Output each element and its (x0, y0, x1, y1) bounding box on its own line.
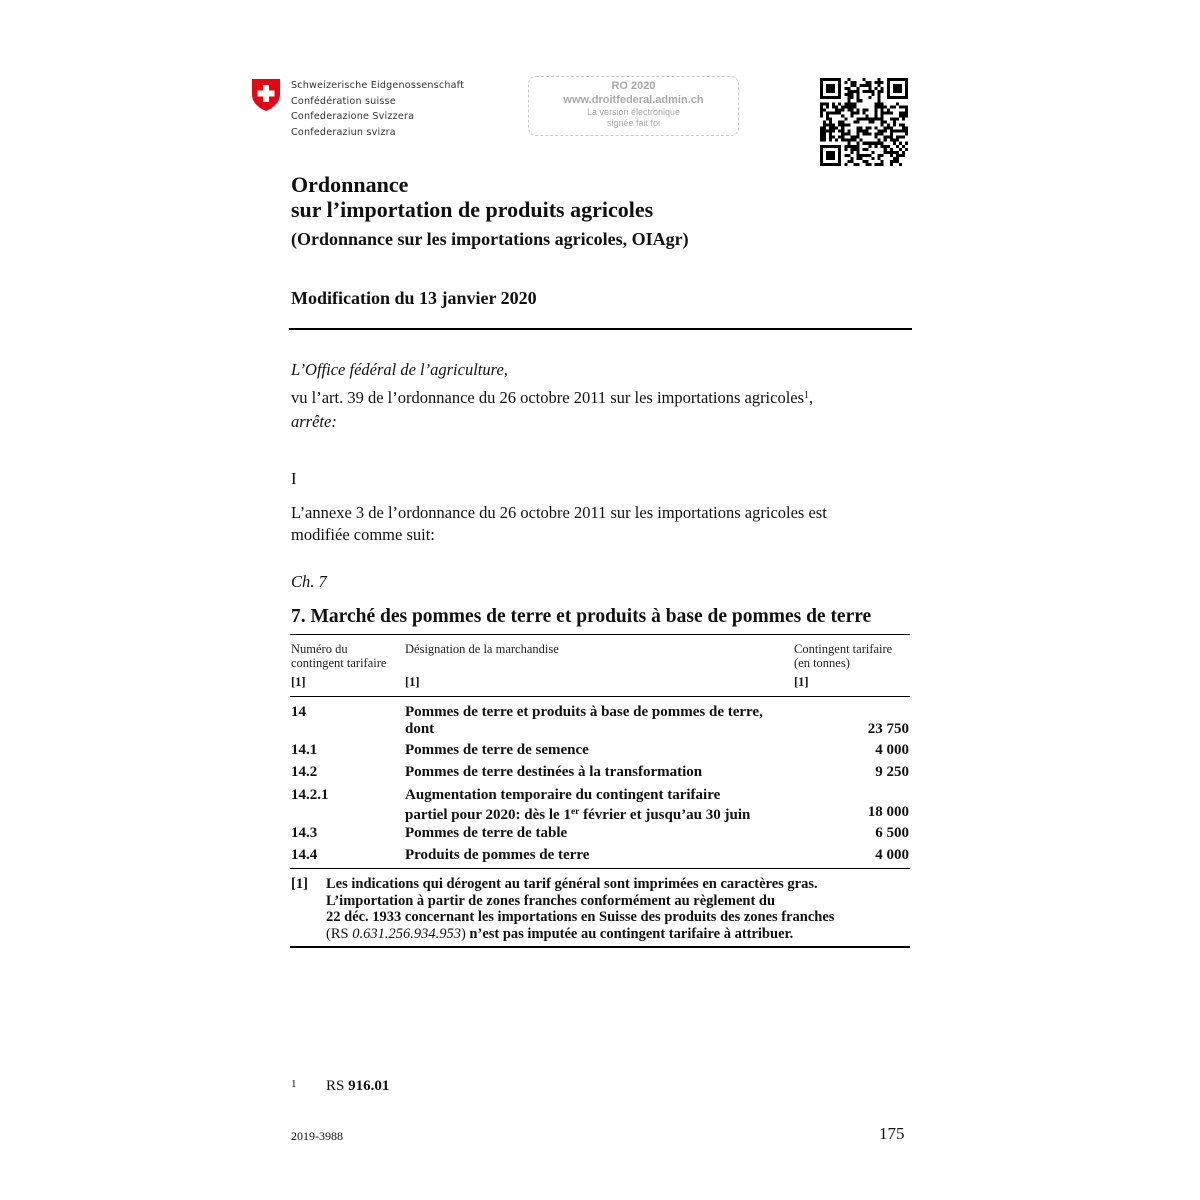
title-ordonnance: Ordonnance (291, 172, 409, 197)
confederation-name-fr: Confédération suisse (291, 95, 396, 107)
qr-code-icon (820, 78, 908, 166)
row-number: 14.4 (291, 847, 318, 863)
row-designation: Produits de pommes de terre (405, 847, 590, 863)
table-row (291, 704, 909, 738)
header-col-number (291, 642, 386, 670)
amendment-paragraph (291, 502, 909, 546)
footnote-ref-1[interactable]: 1 (804, 390, 810, 401)
row-designation (405, 704, 805, 737)
page-number: 175 (879, 1124, 905, 1143)
header-col-designation: Désignation de la marchandise (405, 642, 559, 656)
row-quota: 23 750 (867, 720, 909, 737)
row-designation-line2-a: partiel pour 2020: dès le 1 (405, 806, 571, 823)
legal-basis-text: vu l’art. 39 de l’ordonnance du 26 octobre 2011 sur les importations agricoles (291, 388, 805, 407)
note-rs-close: ) (460, 925, 466, 942)
legal-basis-end: , (809, 388, 814, 407)
footnote-prefix: RS (326, 1078, 349, 1094)
header-col-quota-line2: (en tonnes) (794, 656, 850, 670)
row-designation: Pommes de terre de semence (405, 742, 589, 758)
section-number: I (291, 469, 297, 488)
note-rs-prefix: (RS (326, 925, 353, 942)
header-ref-quota: [1] (794, 675, 809, 689)
row-quota: 18 000 (867, 803, 909, 820)
electronic-version-stamp (528, 76, 739, 136)
paragraph-line-2: modifiée comme suit: (291, 525, 435, 544)
row-designation (405, 787, 805, 823)
table-header-rule (290, 696, 910, 697)
note-rs-text: n’est pas imputée au contingent tarifaire à attribuer. (465, 925, 794, 942)
table-top-rule (290, 634, 910, 635)
row-number: 14.2.1 (291, 787, 329, 803)
row-number: 14.3 (291, 825, 318, 841)
issuing-authority: L’Office fédéral de l’agriculture, (291, 360, 508, 379)
table-note-line4 (326, 926, 912, 943)
row-designation-line1: Augmentation temporaire du contingent tarifaire (405, 787, 721, 803)
table-note-line3: 22 déc. 1933 concernant les importations en Suisse des produits des zones franches (326, 909, 835, 925)
title-short: (Ordonnance sur les importations agricoles, OIAgr) (291, 229, 689, 249)
table-body-rule (290, 868, 910, 869)
row-quota: 4 000 (875, 847, 909, 863)
header-ref-designation: [1] (405, 675, 420, 689)
row-number: 14 (291, 704, 306, 720)
title-divider (289, 328, 912, 330)
table-note (326, 876, 912, 942)
ordinal-superscript: er (570, 806, 580, 817)
row-quota: 6 500 (875, 825, 909, 841)
table-end-rule (290, 946, 910, 948)
legal-basis (291, 385, 813, 409)
row-designation-line2 (405, 804, 805, 824)
confederation-names (291, 78, 464, 140)
stamp-ro: RO 2020 (611, 80, 656, 92)
row-number: 14.2 (291, 764, 318, 780)
modification-date: Modification du 13 janvier 2020 (291, 288, 537, 308)
footnote-number: 1 (291, 1078, 297, 1090)
table-note-line2: L’importation à partir de zones franches conformément au règlement du (326, 892, 776, 909)
row-number: 14.1 (291, 742, 318, 758)
stamp-url: www.droitfederal.admin.ch (563, 94, 704, 106)
chapter-label: Ch. 7 (291, 572, 327, 591)
row-designation-line2: dont (405, 720, 435, 737)
swiss-cross-shield-icon (251, 78, 281, 112)
row-designation-line2-b: février et jusqu’au 30 juin (579, 806, 751, 823)
header-col-number-line2: contingent tarifaire (291, 656, 387, 670)
row-quota: 9 250 (875, 764, 909, 780)
row-designation-line1: Pommes de terre et produits à base de pommes de terre, (405, 704, 763, 720)
row-quota: 4 000 (875, 742, 909, 758)
table-note-ref: [1] (291, 876, 308, 892)
header-col-number-line1: Numéro du (291, 642, 348, 656)
stamp-note-2: signée fait foi (606, 118, 661, 128)
footnote-reference[interactable]: 916.01 (348, 1078, 390, 1094)
document-number: 2019-3988 (291, 1129, 343, 1143)
confederation-name-rm: Confederaziun svizra (291, 126, 396, 138)
decree-verb: arrête: (291, 412, 337, 431)
paragraph-line-1: L’annexe 3 de l’ordonnance du 26 octobre 2011 sur les importations agricoles est (291, 503, 827, 522)
header-ref-number: [1] (291, 675, 306, 689)
row-designation: Pommes de terre destinées à la transformation (405, 764, 703, 780)
table-note-line1: Les indications qui dérogent au tarif général sont imprimées en caractères gras. (326, 876, 818, 892)
header-col-quota (794, 642, 892, 670)
note-rs-number: 0.631.256.934.953 (352, 925, 461, 942)
chapter-heading: 7. Marché des pommes de terre et produits à base de pommes de terre (291, 606, 872, 627)
title-subject: sur l’importation de produits agricoles (291, 197, 654, 222)
row-designation: Pommes de terre de table (405, 825, 568, 841)
confederation-name-it: Confederazione Svizzera (291, 111, 415, 122)
header-col-quota-line1: Contingent tarifaire (794, 642, 893, 656)
footnote-text (326, 1078, 389, 1095)
confederation-name-de: Schweizerische Eidgenossenschaft (291, 80, 465, 91)
stamp-note-1: La version électronique (586, 107, 681, 117)
